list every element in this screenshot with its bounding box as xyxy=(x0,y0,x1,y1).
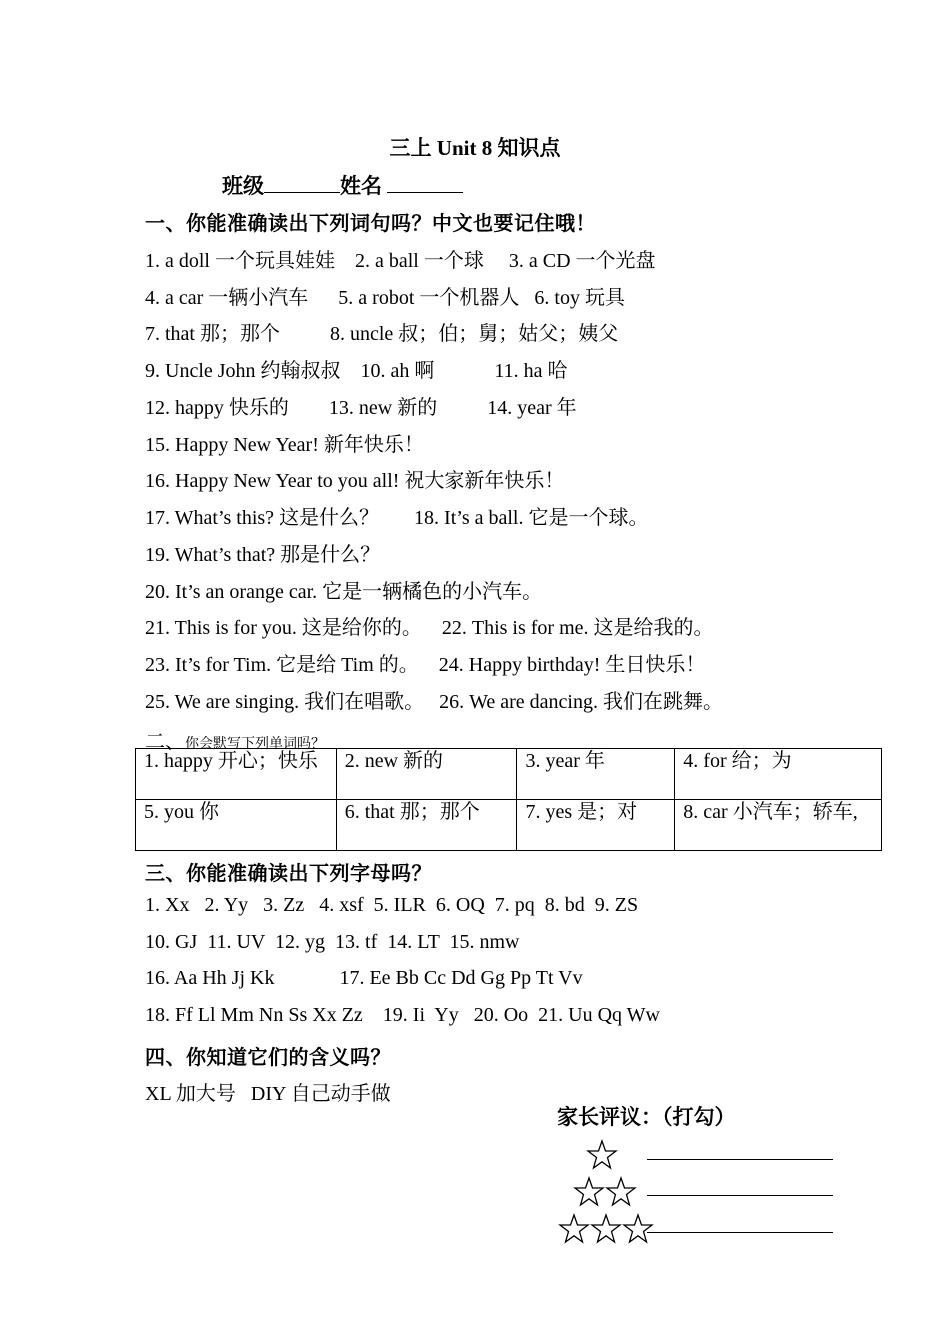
table-cell: 8. car 小汽车；轿车, xyxy=(675,800,882,851)
page-title: 三上 Unit 8 知识点 xyxy=(389,136,561,160)
section2-heading-prefix: 二、 xyxy=(145,731,185,753)
table-cell: 6. that 那；那个 xyxy=(336,800,517,851)
section3-line: 10. GJ 11. UV 12. yg 13. tf 14. LT 15. nmw xyxy=(145,931,520,953)
section1-line: 7. that 那；那个 8. uncle 叔；伯；舅；姑父；姨父 xyxy=(145,323,619,345)
section1-line: 4. a car 一辆小汽车 5. a robot 一个机器人 6. toy 玩具 xyxy=(145,287,625,309)
section1-line: 23. It’s for Tim. 它是给 Tim 的。 24. Happy birthday! 生日快乐！ xyxy=(145,654,706,676)
section1-line: 1. a doll 一个玩具娃娃 2. a ball 一个球 3. a CD 一个光盘 xyxy=(145,250,656,272)
section1-line: 21. This is for you. 这是给你的。 22. This is for me. 这是给我的。 xyxy=(145,617,714,639)
section1-line: 20. It’s an orange car. 它是一辆橘色的小汽车。 xyxy=(145,581,543,603)
name-label: 姓名 xyxy=(340,174,382,198)
rating-blank-3[interactable] xyxy=(647,1232,833,1233)
rating-row-2 xyxy=(573,1176,637,1208)
class-name-row xyxy=(222,170,463,200)
table-cell: 2. new 新的 xyxy=(336,749,517,800)
star-icon xyxy=(586,1139,618,1171)
star-icon xyxy=(590,1213,622,1245)
star-icon xyxy=(622,1213,654,1245)
rating-row-3 xyxy=(558,1213,654,1245)
section3-line: 16. Aa Hh Jj Kk 17. Ee Bb Cc Dd Gg Pp Tt Vv xyxy=(145,967,583,989)
star-icon xyxy=(558,1213,590,1245)
section4-heading: 四、你知道它们的含义吗？ xyxy=(145,1047,391,1069)
name-blank[interactable] xyxy=(387,174,463,193)
table-cell: 4. for 给；为 xyxy=(675,749,882,800)
table-cell: 5. you 你 xyxy=(136,800,337,851)
table-cell: 1. happy 开心；快乐 xyxy=(136,749,337,800)
star-icon xyxy=(573,1176,605,1208)
section1-line: 19. What’s that? 那是什么？ xyxy=(145,544,381,566)
table-row xyxy=(136,800,882,851)
table-cell: 3. year 年 xyxy=(517,749,675,800)
section1-line: 12. happy 快乐的 13. new 新的 14. year 年 xyxy=(145,397,577,419)
section1-line: 25. We are singing. 我们在唱歌。 26. We are dancing. 我们在跳舞。 xyxy=(145,691,723,713)
star-icon xyxy=(605,1176,637,1208)
rating-row-1 xyxy=(586,1139,618,1171)
section4-line: XL 加大号 DIY 自己动手做 xyxy=(145,1083,391,1105)
table-row xyxy=(136,749,882,800)
class-label: 班级 xyxy=(222,174,264,198)
vocab-table xyxy=(135,748,882,851)
section1-line: 16. Happy New Year to you all! 祝大家新年快乐！ xyxy=(145,470,565,492)
rating-blank-1[interactable] xyxy=(647,1159,833,1160)
section1-heading: 一、你能准确读出下列词句吗？中文也要记住哦！ xyxy=(145,213,596,235)
class-blank[interactable] xyxy=(264,174,340,193)
section3-line: 1. Xx 2. Yy 3. Zz 4. xsf 5. ILR 6. OQ 7. pq 8. bd 9. ZS xyxy=(145,894,639,916)
table-cell: 7. yes 是；对 xyxy=(517,800,675,851)
section3-line: 18. Ff Ll Mm Nn Ss Xx Zz 19. Ii Yy 20. Oo 21. Uu Qq Ww xyxy=(145,1004,660,1026)
section1-line: 15. Happy New Year! 新年快乐！ xyxy=(145,434,424,456)
rating-blank-2[interactable] xyxy=(647,1195,833,1196)
section2-heading-text: 你会默写下列单词吗？ xyxy=(185,737,325,752)
parent-evaluation-label: 家长评议：（打勾） xyxy=(557,1105,736,1129)
section1-line: 17. What’s this? 这是什么？ 18. It’s a ball. 它是一个球。 xyxy=(145,507,649,529)
section3-heading: 三、你能准确读出下列字母吗？ xyxy=(145,863,432,885)
section1-line: 9. Uncle John 约翰叔叔 10. ah 啊 11. ha 哈 xyxy=(145,360,568,382)
